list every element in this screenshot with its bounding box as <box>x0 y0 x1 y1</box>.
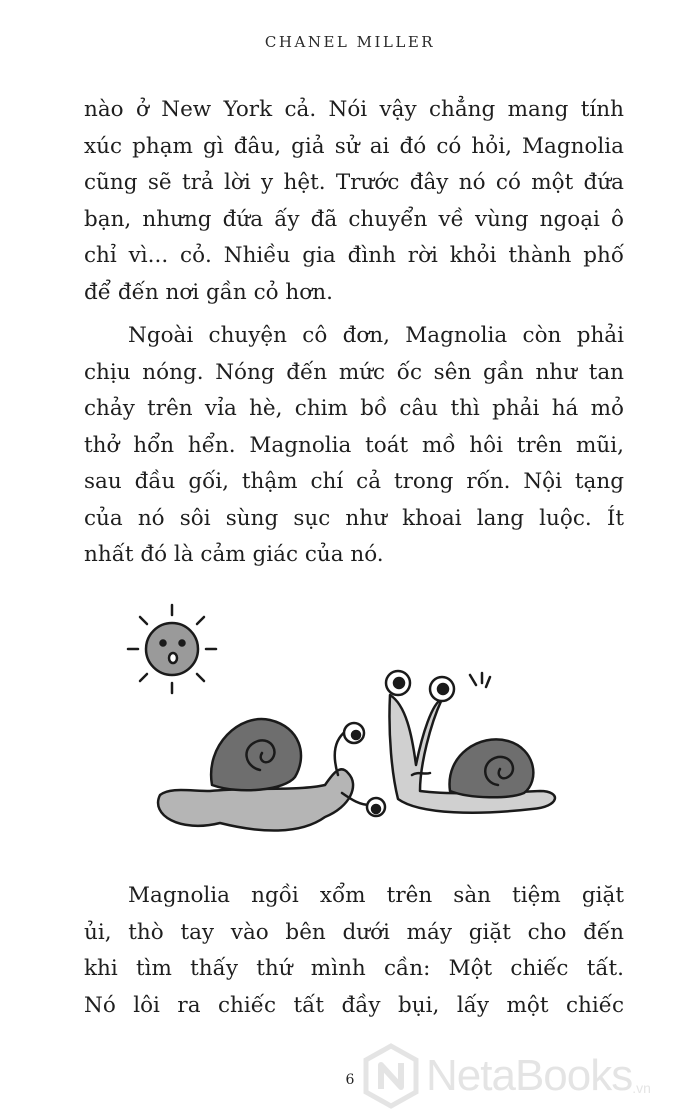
text-line: khi tìm thấy thứ mình cần: Một chiếc tất. <box>84 956 624 981</box>
text-line: chảy trên vỉa hè, chim bồ câu thì phải há mỏ <box>84 396 624 421</box>
text-line: xúc phạm gì đâu, giả sử ai đó có hỏi, Magnolia <box>84 133 624 159</box>
text-line: Nó lôi ra chiếc tất đầy bụi, lấy một chiếc <box>84 992 624 1018</box>
netabooks-watermark <box>362 1038 692 1114</box>
shocked-snail-icon <box>386 671 555 813</box>
text-line: chỉ vì... cỏ. Nhiều gia đình rời khỏi thành phố <box>84 243 624 268</box>
text-line: của nó sôi sùng sục như khoai lang luộc. Ít <box>84 505 624 531</box>
paragraph-1 <box>84 92 624 311</box>
melting-snail-icon <box>158 719 385 831</box>
page-number: 6 <box>345 1072 355 1088</box>
text-line: thở hổn hển. Magnolia toát mồ hôi trên mũi, <box>84 432 624 458</box>
watermark-brand: NetaBooks <box>426 1051 633 1100</box>
netabooks-logo-icon <box>362 1043 420 1109</box>
paragraph-3 <box>84 878 624 1024</box>
text-line: để đến nơi gần cỏ hơn. <box>84 279 333 305</box>
text-line: sau đầu gối, thậm chí cả trong rốn. Nội tạng <box>84 469 624 494</box>
snails-and-sun-illustration <box>120 595 580 865</box>
text-line: nào ở New York cả. Nói vậy chẳng mang tính <box>84 97 624 122</box>
text-line: Ngoài chuyện cô đơn, Magnolia còn phải <box>128 323 624 348</box>
text-line: ủi, thò tay vào bên dưới máy giặt cho đến <box>84 919 624 945</box>
text-line: chịu nóng. Nóng đến mức ốc sên gần như tan <box>84 359 624 385</box>
sun-icon <box>128 605 216 693</box>
text-line: Magnolia ngồi xổm trên sàn tiệm giặt <box>128 883 624 908</box>
text-line: nhất đó là cảm giác của nó. <box>84 542 384 567</box>
paragraph-2 <box>84 318 624 574</box>
running-header-author: CHANEL MILLER <box>264 33 436 51</box>
text-line: cũng sẽ trả lời y hệt. Trước đây nó có một đứa <box>84 170 624 195</box>
watermark-suffix: .vn <box>632 1080 651 1096</box>
text-line: bạn, nhưng đứa ấy đã chuyển về vùng ngoại ô <box>84 206 624 232</box>
